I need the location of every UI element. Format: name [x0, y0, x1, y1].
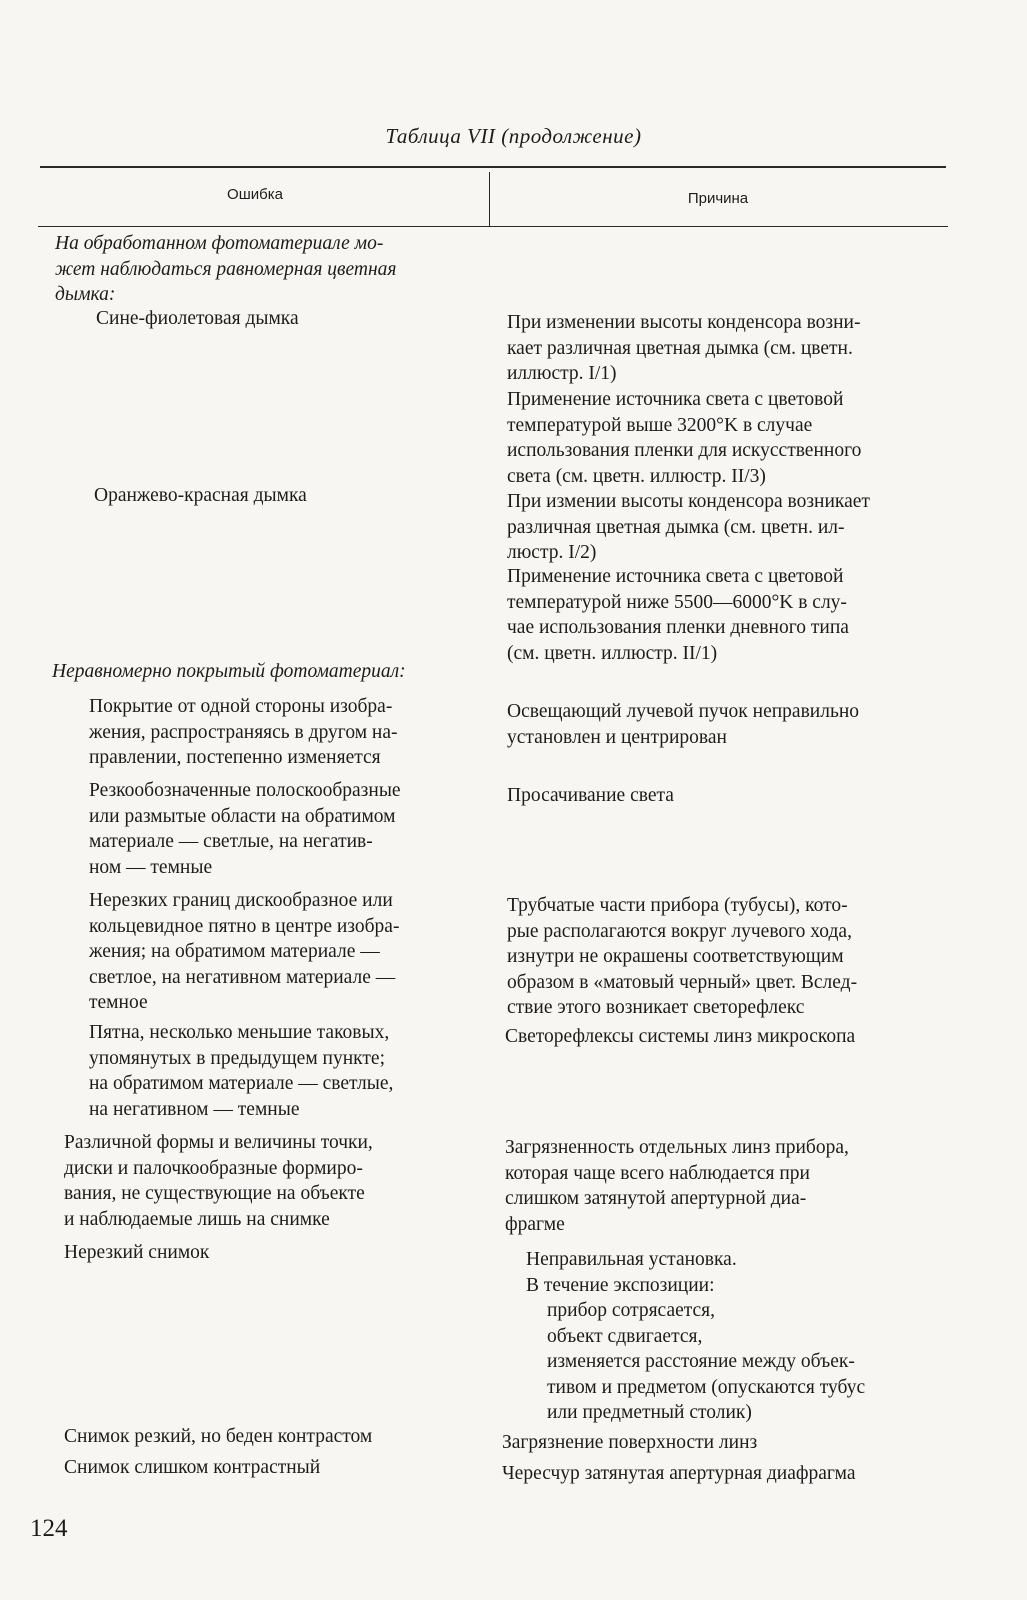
cause-cell — [502, 1461, 947, 1487]
error-text-line: кольцевидное пятно в центре изобра- — [89, 915, 400, 937]
cause-text-line: использования пленки для искусственного — [507, 440, 862, 461]
cause-text-line: образом в «матовый черный» цвет. Вслед- — [507, 971, 858, 993]
cause-text-line: (см. цветн. иллюстр. II/1) — [507, 642, 718, 664]
error-text-line: ном — темные — [89, 856, 213, 878]
cause-text-line: Неправильная установка. — [526, 1249, 737, 1270]
table-top-rule — [40, 166, 946, 168]
error-text-line: Снимок резкий, но беден контрастом — [64, 1426, 373, 1447]
error-cell — [55, 231, 491, 308]
error-cell — [64, 1130, 497, 1232]
error-text-line: Неравномерно покрытый фотоматериал: — [52, 661, 406, 682]
cause-text-line: которая чаще всего наблюдается при — [505, 1162, 810, 1184]
header-cause: Причина — [687, 190, 749, 207]
header-bottom-rule — [38, 226, 948, 227]
error-text-line: дымка: — [55, 284, 116, 305]
cause-text-line: При изменении высоты конденсора возни- — [507, 312, 861, 333]
error-cell — [89, 1020, 473, 1122]
cause-cell — [507, 387, 968, 489]
cause-text-line: люстр. I/2) — [507, 542, 597, 563]
error-text-line: Сине-фиолетовая дымка — [96, 308, 299, 329]
cause-text-line: Светорефлексы системы линз микроскопа — [505, 1026, 856, 1047]
error-cell — [64, 1455, 484, 1481]
cause-text-line: Применение источника света с цветовой — [507, 566, 844, 587]
cause-text-line: кает различная цветная дымка (см. цветн. — [507, 337, 853, 359]
cause-cell — [505, 1135, 966, 1237]
cause-text-line: иллюстр. I/1) — [507, 363, 617, 384]
error-text-line: Пятна, несколько меньшие таковых, — [89, 1022, 390, 1043]
error-text-line: Снимок слишком контрастный — [64, 1457, 321, 1478]
error-cell — [52, 659, 482, 685]
cause-text-line: изменяется расстояние между объек- — [547, 1351, 855, 1372]
cause-text-line: Чересчур затянутая апертурная диафрагма — [502, 1463, 856, 1484]
error-cell — [89, 888, 473, 1016]
cause-text-line: ствие этого возникает светорефлекс — [507, 997, 805, 1018]
error-text-line: жения; на обратимом материале — — [89, 941, 380, 962]
cause-cell — [502, 1430, 947, 1456]
cause-cell — [507, 893, 968, 1021]
error-text-line: вания, не существующие на объекте — [64, 1183, 365, 1204]
cause-cell — [507, 310, 968, 387]
cause-text-line: света (см. цветн. иллюстр. II/3) — [507, 465, 766, 487]
cause-text-line: объект сдвигается, — [547, 1325, 703, 1347]
error-cell — [89, 778, 473, 880]
error-text-line: Нерезкий снимок — [64, 1242, 210, 1263]
cause-text-line: Загрязнение поверхности линз — [502, 1432, 758, 1453]
cause-text-line: Загрязненность отдельных линз прибора, — [505, 1137, 849, 1158]
cause-text-line: прибор сотрясается, — [547, 1300, 716, 1321]
error-cell — [96, 306, 476, 332]
error-text-line: жения, распространяясь в другом на- — [89, 721, 398, 743]
error-text-line: темное — [89, 992, 148, 1013]
cause-text-line: Применение источника света с цветовой — [507, 389, 844, 410]
cause-text-line: Освещающий лучевой пучок неправильно — [507, 701, 860, 722]
error-cell — [64, 1240, 464, 1266]
table-caption: Таблица VII (продолжение) — [385, 124, 642, 148]
error-text-line: материале — светлые, на негатив- — [89, 831, 373, 852]
cause-cell — [505, 1024, 947, 1050]
cause-text-line: температурой выше 3200°K в случае — [507, 414, 813, 436]
cause-cell — [507, 699, 968, 750]
cause-text-line: изнутри не окрашены соответствующим — [507, 946, 844, 967]
cause-text-line: тивом и предметом (опускаются тубус — [547, 1376, 866, 1398]
cause-text-line: рые располагаются вокруг лучевого хода, — [507, 920, 852, 942]
error-text-line: Нерезких границ дискообразное или — [89, 890, 393, 911]
error-text-line: Различной формы и величины точки, — [64, 1132, 373, 1153]
cause-text-line: различная цветная дымка (см. цветн. ил- — [507, 516, 845, 538]
cause-text-line: Трубчатые части прибора (тубусы), кото- — [507, 895, 848, 916]
error-text-line: Резкообозначенные полоскообразные — [89, 780, 401, 801]
error-text-line: На обработанном фотоматериале мо- — [55, 233, 384, 254]
error-text-line: Покрытие от одной стороны изобра- — [89, 696, 393, 717]
cause-text-line: При измении высоты конденсора возникает — [507, 491, 870, 512]
error-text-line: упомянутых в предыдущем пункте; — [89, 1047, 385, 1069]
cause-cell — [507, 489, 972, 566]
error-text-line: диски и палочкообразные формиро- — [64, 1157, 363, 1179]
error-cell — [64, 1424, 484, 1450]
header-error: Ошибка — [227, 186, 283, 203]
error-text-line: жет наблюдаться равномерная цветная — [55, 258, 397, 280]
cause-text-line: В течение экспозиции: — [526, 1274, 715, 1296]
cause-text-line: установлен и центрирован — [507, 726, 727, 748]
error-cell — [89, 694, 473, 771]
error-cell — [94, 483, 474, 509]
cause-text-line: слишком затянутой апертурной диа- — [505, 1188, 807, 1209]
cause-text-line: температурой ниже 5500—6000°K в слу- — [507, 591, 847, 613]
cause-cell — [507, 783, 947, 809]
cause-cell — [526, 1247, 946, 1426]
cause-cell — [507, 564, 968, 666]
cause-text-line: или предметный столик) — [547, 1402, 752, 1423]
error-text-line: на обратимом материале — светлые, — [89, 1073, 394, 1094]
cause-text-line: фрагме — [505, 1213, 565, 1235]
error-text-line: и наблюдаемые лишь на снимке — [64, 1208, 330, 1230]
error-text-line: на негативном — темные — [89, 1098, 300, 1120]
cause-text-line: Просачивание света — [507, 785, 674, 806]
error-text-line: Оранжево-красная дымка — [94, 485, 307, 506]
cause-text-line: чае использования пленки дневного типа — [507, 617, 849, 638]
error-text-line: светлое, на негативном материале — — [89, 966, 396, 988]
error-text-line: правлении, постепенно изменяется — [89, 747, 381, 768]
error-text-line: или размытые области на обратимом — [89, 805, 396, 827]
page-number: 124 — [30, 1515, 68, 1542]
